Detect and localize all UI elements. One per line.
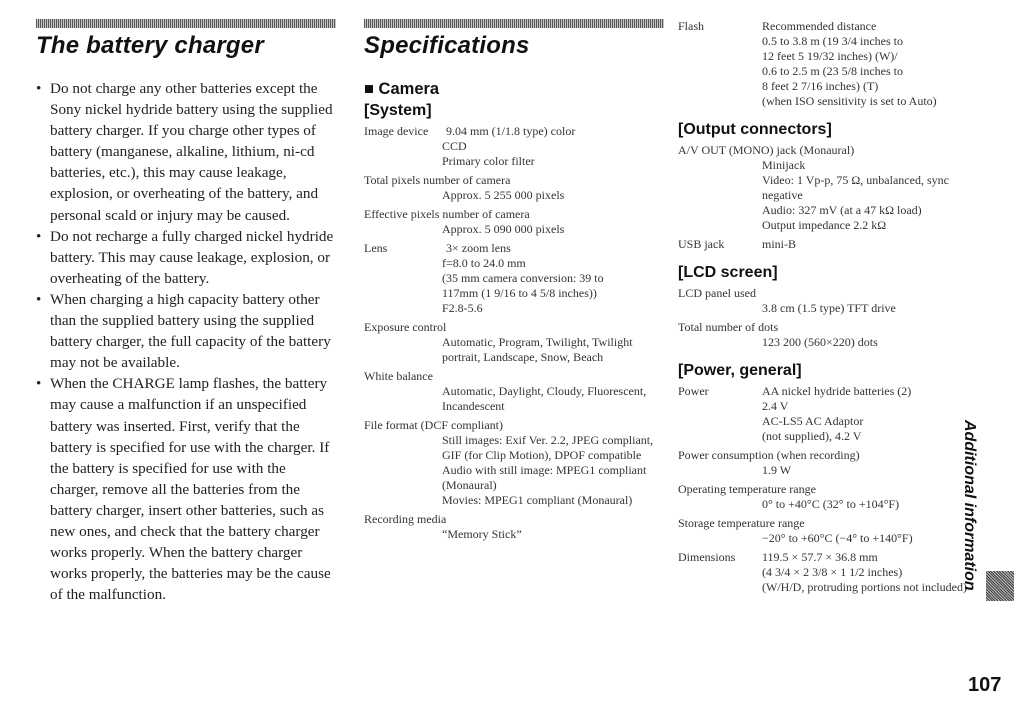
- spec-total-dots: [678, 320, 978, 350]
- spec-value: −20° to +60°C (−4° to +140°F): [762, 531, 913, 545]
- list-item: • Do not recharge a fully charged nickel hydride battery. This may cause leakage, explosion, or overheating of the battery.: [36, 226, 336, 289]
- spec-value: Video: 1 Vp-p, 75 Ω, unbalanced, sync negative: [762, 173, 949, 202]
- spec-value: 0.6 to 2.5 m (23 5/8 inches to: [762, 64, 903, 78]
- spec-recording-media: [364, 512, 664, 542]
- spec-value: Output impedance 2.2 kΩ: [762, 218, 887, 232]
- spec-effective-pixels: [364, 207, 664, 237]
- spec-value-group: [762, 19, 978, 109]
- spec-value: (4 3/4 × 2 3/8 × 1 1/2 inches): [762, 565, 903, 579]
- spec-label: Effective pixels number of camera: [364, 207, 530, 221]
- spec-label: Exposure control: [364, 320, 447, 334]
- spec-flash: [678, 19, 978, 109]
- spec-value: Audio with still image: MPEG1 compliant (Monaural): [442, 463, 647, 492]
- spec-value: AC-LS5 AC Adaptor: [762, 414, 864, 428]
- spec-label: Image device: [364, 124, 429, 138]
- spec-label: File format (DCF compliant): [364, 418, 503, 432]
- list-item: • When charging a high capacity battery other than the supplied battery using the supplied battery charger, the full capacity of the battery may not be available.: [36, 289, 336, 373]
- subsection-heading: [System]: [364, 102, 432, 119]
- spec-total-pixels: [364, 173, 664, 203]
- spec-label: LCD panel used: [678, 286, 756, 300]
- spec-power-consumption: [678, 448, 978, 478]
- spec-label: Total pixels number of camera: [364, 173, 511, 187]
- heading-bar: [36, 19, 336, 28]
- category-heading: ■ Camera: [364, 80, 440, 98]
- spec-white-balance: [364, 369, 664, 414]
- spec-value: “Memory Stick”: [442, 527, 522, 541]
- spec-value: 119.5 × 57.7 × 36.8 mm: [762, 550, 878, 564]
- section-title: The battery charger: [36, 32, 264, 59]
- list-item: • When the CHARGE lamp flashes, the battery may cause a malfunction if an unspecified battery was inserted. First, verify that the battery is specified for use with the charger. If the battery is specified for use with the charger, remove all the batteries from the battery charger, insert other batteries, such as new ones, and check that the battery charger works properly. When the battery charger works properly, the batteries may be the cause of the malfunction.: [36, 373, 336, 605]
- spec-storage-temperature: [678, 516, 978, 546]
- spec-label: Storage temperature range: [678, 516, 805, 530]
- subsection-heading: [Power, general]: [678, 362, 802, 379]
- spec-value: 0° to +40°C (32° to +104°F): [762, 497, 900, 511]
- spec-value: Primary color filter: [442, 154, 535, 168]
- side-tab-marker: [986, 571, 1014, 601]
- spec-value-group: [762, 550, 978, 595]
- spec-value: Automatic, Daylight, Cloudy, Fluorescent, Incandescent: [442, 384, 647, 413]
- page-number: 107: [968, 674, 1002, 696]
- spec-value: CCD: [442, 139, 467, 153]
- spec-value: 1.9 W: [762, 463, 792, 477]
- spec-value: Recommended distance: [762, 19, 877, 33]
- spec-label: Dimensions: [678, 550, 736, 564]
- specifications-section: [364, 0, 664, 546]
- spec-power: [678, 384, 978, 444]
- spec-label: Total number of dots: [678, 320, 779, 334]
- spec-value: 2.4 V: [762, 399, 789, 413]
- spec-label: Power: [678, 384, 709, 398]
- spec-label: Recording media: [364, 512, 447, 526]
- spec-value: (W/H/D, protruding portions not included): [762, 580, 967, 594]
- spec-value: (not supplied), 4.2 V: [762, 429, 862, 443]
- spec-lcd-panel: [678, 286, 978, 316]
- spec-value: 117mm (1 9/16 to 4 5/8 inches)): [442, 286, 597, 300]
- heading-bar: [364, 19, 664, 28]
- spec-value: mini-B: [762, 237, 797, 251]
- spec-value: Approx. 5 090 000 pixels: [442, 222, 565, 236]
- spec-dimensions: [678, 550, 978, 595]
- bullet-list: [36, 78, 336, 605]
- list-item: • Do not charge any other batteries except the Sony nickel hydride battery using the supplied battery charger. If you charge other types of battery (manganese, alkaline, lithium, ni-cd batteries, etc.), this may cause leakage, explosion, or overheating of the battery, and personal scald or injury may be caused.: [36, 78, 336, 226]
- subsection-heading: [Output connectors]: [678, 121, 832, 138]
- side-tab-label: Additional information: [961, 420, 978, 591]
- spec-lens: [364, 241, 664, 316]
- spec-value: Automatic, Program, Twilight, Twilight portrait, Landscape, Snow, Beach: [442, 335, 633, 364]
- spec-value: f=8.0 to 24.0 mm: [442, 256, 526, 270]
- spec-value: Approx. 5 255 000 pixels: [442, 188, 565, 202]
- spec-value: 3× zoom lens: [446, 241, 511, 255]
- spec-operating-temperature: [678, 482, 978, 512]
- spec-file-format: [364, 418, 664, 508]
- spec-label: White balance: [364, 369, 433, 383]
- spec-value: Still images: Exif Ver. 2.2, JPEG compliant, GIF (for Clip Motion), DPOF compatible: [442, 433, 654, 462]
- spec-value: AA nickel hydride batteries (2): [762, 384, 912, 398]
- spec-value: 8 feet 2 7/16 inches) (T): [762, 79, 879, 93]
- spec-value: Minijack: [762, 158, 806, 172]
- spec-value: (35 mm camera conversion: 39 to: [442, 271, 604, 285]
- spec-value-group: [762, 384, 978, 444]
- spec-value: Audio: 327 mV (at a 47 kΩ load): [762, 203, 922, 217]
- spec-value: F2.8-5.6: [442, 301, 483, 315]
- subsection-heading: [LCD screen]: [678, 264, 778, 281]
- spec-label: Power consumption (when recording): [678, 448, 860, 462]
- section-title: Specifications: [364, 32, 530, 59]
- spec-value: 9.04 mm (1/1.8 type) color: [446, 124, 576, 138]
- spec-av-out: [678, 143, 978, 233]
- spec-label: A/V OUT (MONO) jack (Monaural): [678, 143, 855, 157]
- specifications-continued: [678, 19, 978, 599]
- spec-label: Flash: [678, 19, 705, 33]
- spec-usb-jack: [678, 237, 978, 252]
- spec-value: 12 feet 5 19/32 inches) (W)/: [762, 49, 898, 63]
- spec-image-device: [364, 124, 664, 169]
- spec-value: Movies: MPEG1 compliant (Monaural): [442, 493, 633, 507]
- spec-label: USB jack: [678, 237, 725, 251]
- spec-value: 0.5 to 3.8 m (19 3/4 inches to: [762, 34, 903, 48]
- spec-value: 3.8 cm (1.5 type) TFT drive: [762, 301, 896, 315]
- spec-value: (when ISO sensitivity is set to Auto): [762, 94, 937, 108]
- spec-value: 123 200 (560×220) dots: [762, 335, 878, 349]
- spec-exposure-control: [364, 320, 664, 365]
- spec-label: Operating temperature range: [678, 482, 816, 496]
- spec-label: Lens: [364, 241, 388, 255]
- battery-charger-section: [36, 0, 336, 605]
